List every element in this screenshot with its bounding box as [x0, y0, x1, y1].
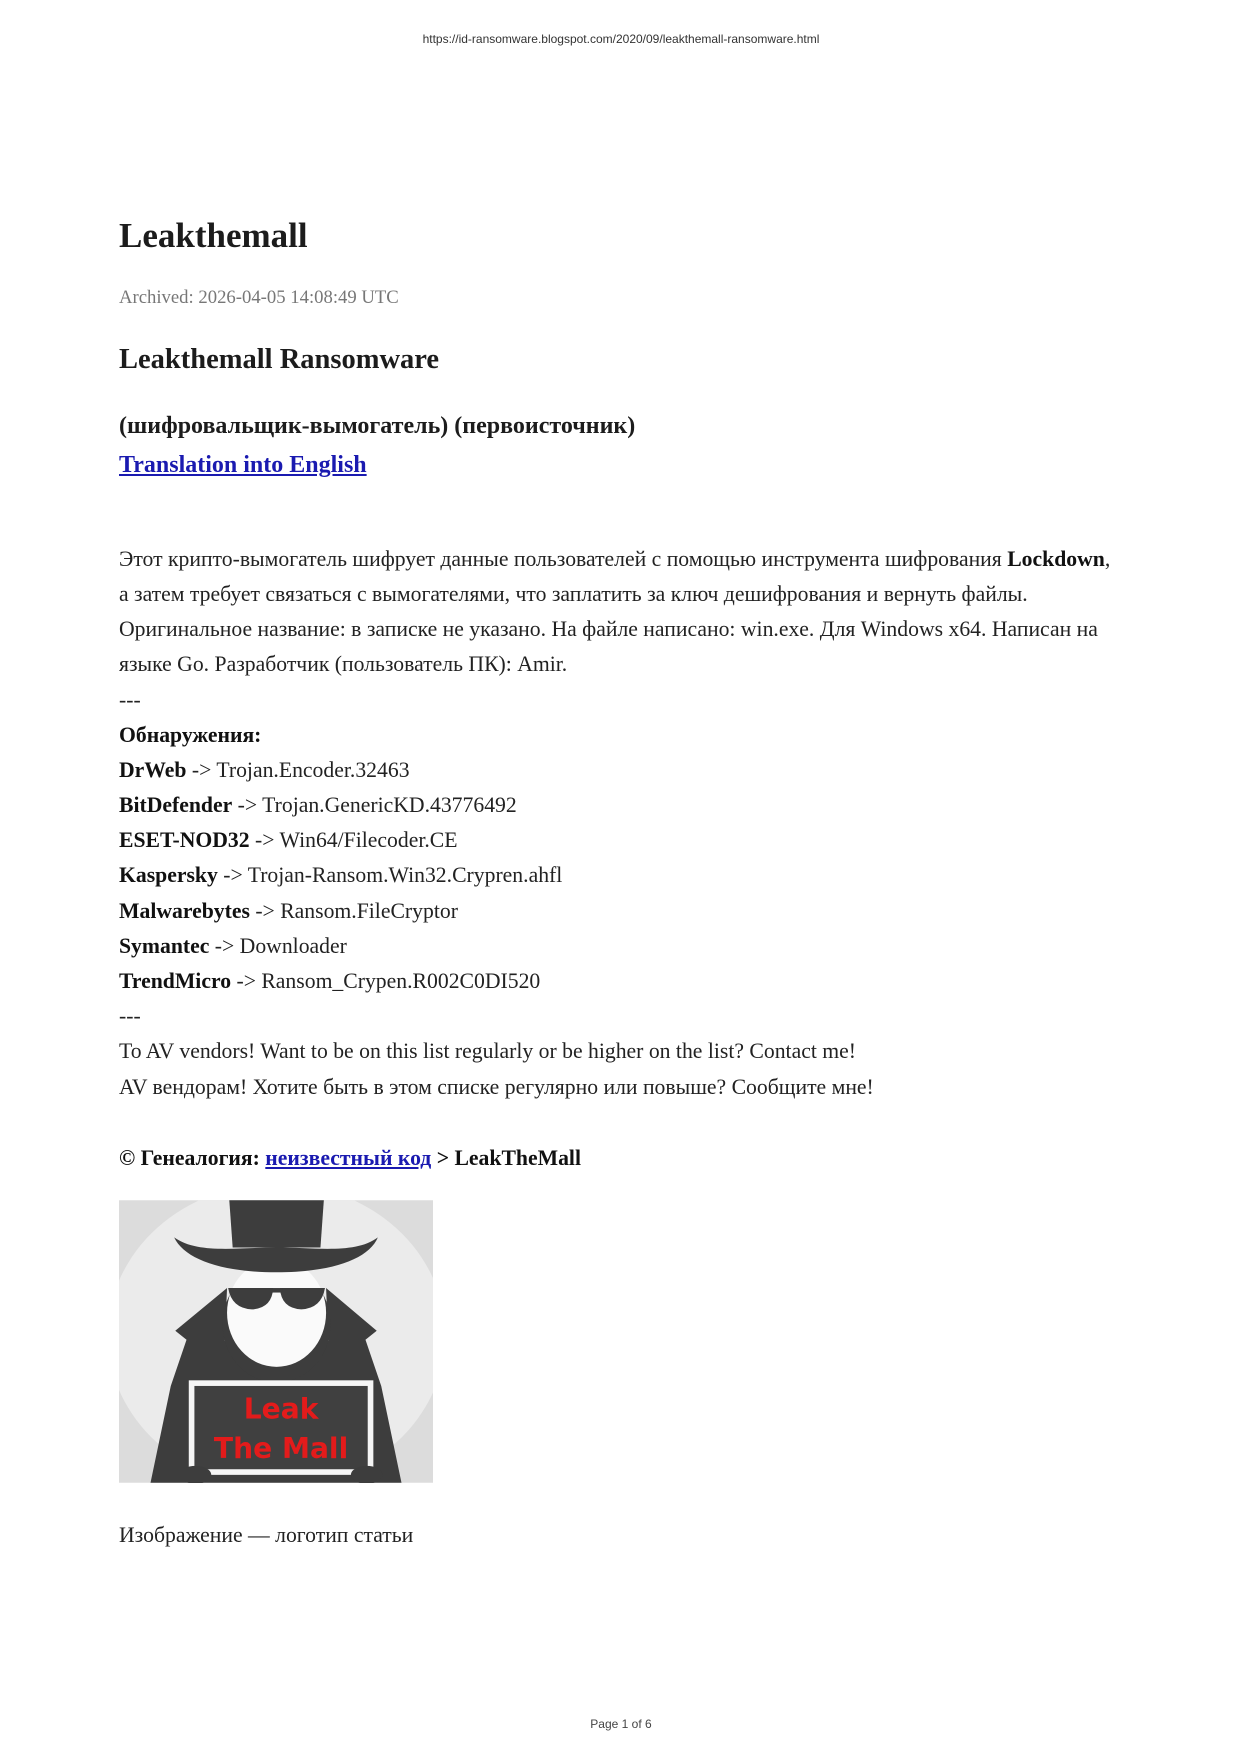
- detections-label-row: [119, 718, 1110, 753]
- intro-line-2: а затем требует связаться с вымогателями, что заплатить за ключ дешифрования и вернуть файлы.: [119, 581, 1028, 606]
- detections-label: Обнаружения:: [119, 722, 262, 747]
- genealogy-suffix: > LeakTheMall: [436, 1145, 581, 1170]
- genealogy-line: [119, 1141, 581, 1176]
- detection-vendor: ESET-NOD32: [119, 828, 250, 853]
- detection-row: [119, 894, 1110, 929]
- detection-arrow: ->: [237, 793, 258, 818]
- detection-row: [119, 788, 1110, 823]
- detection-vendor: TrendMicro: [119, 969, 232, 994]
- detection-arrow: ->: [214, 933, 235, 958]
- article-heading: Leakthemall Ransomware: [119, 344, 440, 375]
- archived-timestamp: Archived: 2026-04-05 14:08:49 UTC: [119, 287, 399, 308]
- detection-result: Downloader: [239, 933, 347, 958]
- detection-arrow: ->: [223, 863, 243, 888]
- detection-row: [119, 753, 1110, 788]
- article-body: [119, 542, 1110, 1105]
- intro-text: Этот крипто-вымогатель шифрует данные пользователей с помощью инструмента шифрования: [119, 546, 1002, 571]
- detection-result: Trojan-Ransom.Win32.Crypren.ahfl: [247, 863, 563, 888]
- detection-result: Win64/Filecoder.CE: [279, 828, 458, 853]
- detection-result: Ransom_Crypen.R002C0DI520: [261, 969, 541, 994]
- intro-line-1: [119, 542, 1110, 577]
- detection-result: Ransom.FileCryptor: [280, 898, 458, 923]
- detection-vendor: DrWeb: [119, 757, 187, 782]
- detection-arrow: ->: [236, 969, 256, 994]
- sunglasses-bridge: [271, 1288, 282, 1293]
- translation-link[interactable]: Translation into English: [119, 452, 367, 478]
- av-notice-russian: AV вендорам! Хотите быть в этом списке регулярно или повыше? Сообщите мне!: [119, 1074, 874, 1099]
- detection-vendor: Malwarebytes: [119, 898, 250, 923]
- face: [227, 1259, 326, 1367]
- image-caption: Изображение — логотип статьи: [119, 1522, 414, 1547]
- separator: ---: [119, 687, 141, 712]
- detection-vendor: Kaspersky: [119, 863, 218, 888]
- hat-crown: [229, 1200, 324, 1247]
- intro-line-3: Оригинальное название: в записке не указано. На файле написано: win.exe. Для Windows x64. Написан на: [119, 617, 1098, 642]
- genealogy-link[interactable]: неизвестный код: [265, 1145, 432, 1170]
- page-number: Page 1 of 6: [590, 1717, 652, 1732]
- detection-row: [119, 964, 1110, 999]
- detection-row: [119, 858, 1110, 893]
- separator: ---: [119, 1004, 141, 1029]
- intro-line-4: языке Go. Разработчик (пользователь ПК): Amir.: [119, 652, 568, 677]
- source-url-header: https://id-ransomware.blogspot.com/2020/09/leakthemall-ransomware.html: [422, 32, 820, 46]
- detection-vendor: Symantec: [119, 933, 210, 958]
- detection-row: [119, 823, 1110, 858]
- detection-vendor: BitDefender: [119, 793, 233, 818]
- detection-arrow: ->: [255, 828, 275, 853]
- detection-row: [119, 929, 1110, 964]
- logo-text-leak: Leak: [243, 1392, 319, 1426]
- logo-text-the-mall: The Mall: [213, 1431, 349, 1465]
- intro-punctuation: ,: [1104, 546, 1111, 571]
- logo-illustration: [119, 1200, 433, 1483]
- detection-arrow: ->: [191, 757, 212, 782]
- detection-arrow: ->: [255, 898, 275, 923]
- article-subheading: (шифровальщик-вымогатель) (первоисточник): [119, 412, 636, 439]
- av-notice-english: To AV vendors! Want to be on this list regularly or be higher on the list? Contact me!: [119, 1039, 856, 1064]
- translation-link-wrapper: [119, 449, 367, 481]
- page-title: Leakthemall: [119, 216, 308, 255]
- encryption-tool-name: Lockdown: [1007, 546, 1105, 571]
- article-logo-image: [119, 1200, 433, 1483]
- genealogy-label: © Генеалогия:: [119, 1145, 260, 1170]
- detection-result: Trojan.GenericKD.43776492: [262, 793, 517, 818]
- detection-result: Trojan.Encoder.32463: [216, 757, 410, 782]
